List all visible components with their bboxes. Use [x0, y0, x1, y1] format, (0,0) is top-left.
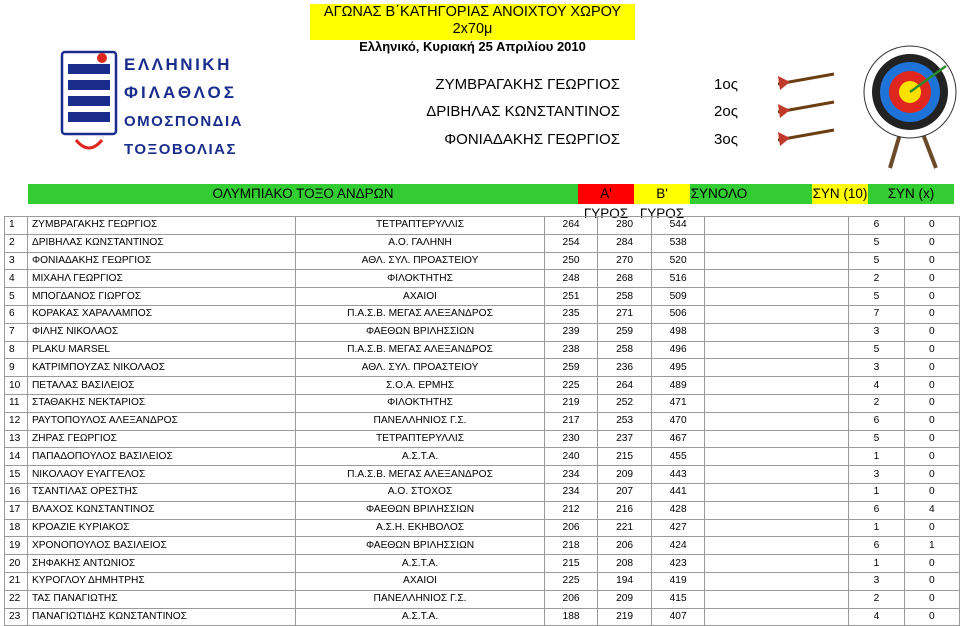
round2-score-cell: 258 — [598, 288, 652, 306]
x-count-cell: 0 — [904, 555, 959, 573]
spacer-cell — [705, 430, 849, 448]
round1-score-cell: 234 — [544, 466, 598, 484]
table-row — [5, 359, 960, 377]
spacer-cell — [705, 270, 849, 288]
total-score-cell: 443 — [651, 466, 705, 484]
x-count-cell: 0 — [904, 608, 959, 626]
club-cell: Α.Ο. ΓΑΛΗΝΗ — [296, 234, 544, 252]
athlete-name-cell: ΦΟΝΙΑΔΑΚΗΣ ΓΕΩΡΓΙΟΣ — [27, 252, 295, 270]
table-row — [5, 448, 960, 466]
rank-cell: 8 — [5, 341, 28, 359]
x-count-cell: 0 — [904, 341, 959, 359]
round2-score-cell: 259 — [598, 323, 652, 341]
round2-score-cell: 207 — [598, 483, 652, 501]
club-cell: ΤΕΤΡΑΠΤΕΡΥΛΛΙΣ — [296, 430, 544, 448]
round2-score-cell: 253 — [598, 412, 652, 430]
podium-third-place: 3ος — [714, 131, 738, 148]
club-cell: ΦΙΛΟΚΤΗΤΗΣ — [296, 394, 544, 412]
total-score-cell: 496 — [651, 341, 705, 359]
spacer-cell — [705, 394, 849, 412]
x-count-cell: 0 — [904, 466, 959, 484]
rank-cell: 20 — [5, 555, 28, 573]
total-score-cell: 424 — [651, 537, 705, 555]
spacer-cell — [705, 466, 849, 484]
x-count-cell: 0 — [904, 448, 959, 466]
total-score-cell: 520 — [651, 252, 705, 270]
rank-cell: 7 — [5, 323, 28, 341]
total-score-cell: 498 — [651, 323, 705, 341]
logo-line-4: ΤΟΞΟΒΟΛΙΑΣ — [124, 141, 237, 158]
table-row — [5, 412, 960, 430]
total-score-cell: 427 — [651, 519, 705, 537]
x-count-cell: 1 — [904, 537, 959, 555]
athlete-name-cell: ΔΡΙΒΗΛΑΣ ΚΩΝΣΤΑΝΤΙΝΟΣ — [27, 234, 295, 252]
event-title: ΑΓΩΝΑΣ Β΄ΚΑΤΗΓΟΡΙΑΣ ΑΝΟΙΧΤΟΥ ΧΩΡΟΥ 2x70μ — [323, 4, 622, 37]
total-score-cell: 506 — [651, 305, 705, 323]
club-cell: ΦΑΕΘΩΝ ΒΡΙΛΗΣΣΙΩΝ — [296, 323, 544, 341]
athlete-name-cell: ΣΗΦΑΚΗΣ ΑΝΤΩΝΙΟΣ — [27, 555, 295, 573]
rank-cell: 1 — [5, 217, 28, 235]
round1-score-cell: 259 — [544, 359, 598, 377]
tens-count-cell: 3 — [849, 466, 904, 484]
round1-score-cell: 254 — [544, 234, 598, 252]
x-count-cell: 0 — [904, 377, 959, 395]
round2-score-cell: 258 — [598, 341, 652, 359]
x-count-cell: 0 — [904, 288, 959, 306]
tens-count-cell: 3 — [849, 572, 904, 590]
tens-count-cell: 6 — [849, 501, 904, 519]
total-score-cell: 516 — [651, 270, 705, 288]
x-count-cell: 4 — [904, 501, 959, 519]
club-cell: Π.Α.Σ.Β. ΜΕΓΑΣ ΑΛΕΞΑΝΔΡΟΣ — [296, 341, 544, 359]
club-cell: ΦΙΛΟΚΤΗΤΗΣ — [296, 270, 544, 288]
tens-count-cell: 2 — [849, 270, 904, 288]
athlete-name-cell: ΜΙΧΑΗΛ ΓΕΩΡΓΙΟΣ — [27, 270, 295, 288]
round2-score-cell: 216 — [598, 501, 652, 519]
x-count-cell: 0 — [904, 519, 959, 537]
round2-score-cell: 252 — [598, 394, 652, 412]
tens-count-cell: 5 — [849, 252, 904, 270]
tens-count-cell: 2 — [849, 590, 904, 608]
x-count-cell: 0 — [904, 217, 959, 235]
round1-score-cell: 250 — [544, 252, 598, 270]
club-cell: Α.Σ.Τ.Α. — [296, 608, 544, 626]
total-score-cell: 419 — [651, 572, 705, 590]
round1-score-cell: 240 — [544, 448, 598, 466]
athlete-name-cell: ΧΡΟΝΟΠΟΥΛΟΣ ΒΑΣΙΛΕΙΟΣ — [27, 537, 295, 555]
tens-count-cell: 5 — [849, 234, 904, 252]
x-count-cell: 0 — [904, 252, 959, 270]
total-score-cell: 495 — [651, 359, 705, 377]
table-row — [5, 519, 960, 537]
total-score-cell: 415 — [651, 590, 705, 608]
rank-cell: 15 — [5, 466, 28, 484]
rank-cell: 17 — [5, 501, 28, 519]
club-cell: ΑΧΑΙΟΙ — [296, 572, 544, 590]
athlete-name-cell: ΤΑΣ ΠΑΝΑΓΙΩΤΗΣ — [27, 590, 295, 608]
table-row — [5, 394, 960, 412]
round1-score-cell: 215 — [544, 555, 598, 573]
rank-cell: 2 — [5, 234, 28, 252]
tens-count-cell: 1 — [849, 448, 904, 466]
round2-score-cell: 280 — [598, 217, 652, 235]
round1-score-cell: 230 — [544, 430, 598, 448]
table-row — [5, 305, 960, 323]
athlete-name-cell: ΠΕΤΑΛΑΣ ΒΑΣΙΛΕΙΟΣ — [27, 377, 295, 395]
podium-second-place: 2ος — [714, 103, 738, 120]
club-cell: ΠΑΝΕΛΛΗΝΙΟΣ Γ.Σ. — [296, 412, 544, 430]
club-cell: Π.Α.Σ.Β. ΜΕΓΑΣ ΑΛΕΞΑΝΔΡΟΣ — [296, 466, 544, 484]
x-count-cell: 0 — [904, 412, 959, 430]
xs-header: ΣΥΝ (x) — [868, 184, 954, 204]
athlete-name-cell: ΖΗΡΑΣ ΓΕΩΡΓΙΟΣ — [27, 430, 295, 448]
podium-second-name: ΔΡΙΒΗΛΑΣ ΚΩΝΣΤΑΝΤΙΝΟΣ — [426, 103, 620, 120]
table-row — [5, 483, 960, 501]
club-cell: ΠΑΝΕΛΛΗΝΙΟΣ Γ.Σ. — [296, 590, 544, 608]
logo-line-3: ΟΜΟΣΠΟΝΔΙΑ — [124, 113, 243, 130]
round2-score-cell: 284 — [598, 234, 652, 252]
results-table — [4, 216, 960, 626]
total-score-cell: 489 — [651, 377, 705, 395]
tens-count-cell: 6 — [849, 412, 904, 430]
tens-count-cell: 3 — [849, 323, 904, 341]
round1-score-cell: 206 — [544, 519, 598, 537]
total-score-cell: 441 — [651, 483, 705, 501]
athlete-name-cell: ΚΑΤΡΙΜΠΟΥΖΑΣ ΝΙΚΟΛΑΟΣ — [27, 359, 295, 377]
rank-cell: 12 — [5, 412, 28, 430]
club-cell: ΦΑΕΘΩΝ ΒΡΙΛΗΣΣΙΩΝ — [296, 501, 544, 519]
target-icon — [860, 40, 956, 170]
rank-cell: 3 — [5, 252, 28, 270]
spacer-cell — [705, 217, 849, 235]
table-row — [5, 590, 960, 608]
round2-score-cell: 236 — [598, 359, 652, 377]
round1-score-cell: 218 — [544, 537, 598, 555]
spacer-cell — [705, 590, 849, 608]
round2-score-cell: 194 — [598, 572, 652, 590]
podium-third-name: ΦΟΝΙΑΔΑΚΗΣ ΓΕΩΡΓΙΟΣ — [444, 131, 620, 148]
club-cell: Α.Ο. ΣΤΟΧΟΣ — [296, 483, 544, 501]
round1-score-cell: 238 — [544, 341, 598, 359]
table-row — [5, 288, 960, 306]
table-row — [5, 501, 960, 519]
spacer-cell — [705, 519, 849, 537]
logo-line-1: ΕΛΛΗΝΙΚΗ — [124, 55, 232, 74]
table-row — [5, 555, 960, 573]
round2-score-cell: 208 — [598, 555, 652, 573]
athlete-name-cell: ΜΠΟΓΔΑΝΟΣ ΓΙΩΡΓΟΣ — [27, 288, 295, 306]
athlete-name-cell: ΠΑΝΑΓΙΩΤΙΔΗΣ ΚΩΝΣΤΑΝΤΙΝΟΣ — [27, 608, 295, 626]
podium-first-name: ΖΥΜΒΡΑΓΑΚΗΣ ΓΕΩΡΓΙΟΣ — [435, 76, 620, 93]
athlete-name-cell: ΚΟΡΑΚΑΣ ΧΑΡΑΛΑΜΠΟΣ — [27, 305, 295, 323]
category-header: ΟΛΥΜΠΙΑΚΟ ΤΟΞΟ ΑΝΔΡΩΝ — [28, 184, 578, 204]
rank-cell: 21 — [5, 572, 28, 590]
table-row — [5, 377, 960, 395]
round2-score-cell: 215 — [598, 448, 652, 466]
x-count-cell: 0 — [904, 359, 959, 377]
table-row — [5, 341, 960, 359]
arrows-icon — [772, 70, 852, 160]
tens-count-cell: 6 — [849, 537, 904, 555]
tens-header: ΣΥΝ (10) — [812, 184, 868, 204]
tens-count-cell: 5 — [849, 288, 904, 306]
table-row — [5, 217, 960, 235]
club-cell: ΑΧΑΙΟΙ — [296, 288, 544, 306]
x-count-cell: 0 — [904, 572, 959, 590]
rank-cell: 10 — [5, 377, 28, 395]
spacer-cell — [705, 288, 849, 306]
round2-score-cell: 270 — [598, 252, 652, 270]
total-score-cell: 470 — [651, 412, 705, 430]
club-cell: ΤΕΤΡΑΠΤΕΡΥΛΛΙΣ — [296, 217, 544, 235]
rank-cell: 18 — [5, 519, 28, 537]
rank-cell: 22 — [5, 590, 28, 608]
round2-score-cell: 264 — [598, 377, 652, 395]
athlete-name-cell: ΦΙΛΗΣ ΝΙΚΟΛΑΟΣ — [27, 323, 295, 341]
total-score-cell: 471 — [651, 394, 705, 412]
x-count-cell: 0 — [904, 430, 959, 448]
spacer-cell — [705, 234, 849, 252]
x-count-cell: 0 — [904, 305, 959, 323]
table-row — [5, 466, 960, 484]
table-row — [5, 252, 960, 270]
club-cell: ΑΘΛ. ΣΥΛ. ΠΡΟΑΣΤΕΙΟΥ — [296, 359, 544, 377]
athlete-name-cell: ΠΑΠΑΔΟΠΟΥΛΟΣ ΒΑΣΙΛΕΙΟΣ — [27, 448, 295, 466]
rank-cell: 9 — [5, 359, 28, 377]
spacer-cell — [705, 305, 849, 323]
spacer-cell — [705, 412, 849, 430]
title-banner — [310, 4, 635, 54]
total-score-cell: 544 — [651, 217, 705, 235]
total-score-cell: 509 — [651, 288, 705, 306]
tens-count-cell: 6 — [849, 217, 904, 235]
tens-count-cell: 7 — [849, 305, 904, 323]
spacer-cell — [705, 359, 849, 377]
total-score-cell: 428 — [651, 501, 705, 519]
club-cell: ΦΑΕΘΩΝ ΒΡΙΛΗΣΣΙΩΝ — [296, 537, 544, 555]
round1-score-cell: 219 — [544, 394, 598, 412]
table-row — [5, 323, 960, 341]
tens-count-cell: 4 — [849, 377, 904, 395]
spacer-cell — [705, 252, 849, 270]
tens-count-cell: 1 — [849, 519, 904, 537]
spacer-cell — [705, 501, 849, 519]
round1-score-cell: 264 — [544, 217, 598, 235]
table-row — [5, 572, 960, 590]
rank-cell: 5 — [5, 288, 28, 306]
round1-score-cell: 188 — [544, 608, 598, 626]
club-cell: Α.Σ.Τ.Α. — [296, 448, 544, 466]
rank-cell: 14 — [5, 448, 28, 466]
tens-count-cell: 1 — [849, 555, 904, 573]
rank-cell: 11 — [5, 394, 28, 412]
athlete-name-cell: ΡΑΥΤΟΠΟΥΛΟΣ ΑΛΕΞΑΝΔΡΟΣ — [27, 412, 295, 430]
header-spacer — [748, 184, 812, 204]
athlete-name-cell: ΝΙΚΟΛΑΟΥ ΕΥΑΓΓΕΛΟΣ — [27, 466, 295, 484]
round1-score-cell: 251 — [544, 288, 598, 306]
tens-count-cell: 3 — [849, 359, 904, 377]
athlete-name-cell: ΤΣΑΝΤΙΛΑΣ ΟΡΕΣΤΗΣ — [27, 483, 295, 501]
rank-cell: 19 — [5, 537, 28, 555]
round1-score-cell: 235 — [544, 305, 598, 323]
spacer-cell — [705, 341, 849, 359]
total-score-cell: 407 — [651, 608, 705, 626]
table-row — [5, 608, 960, 626]
round1-score-cell: 217 — [544, 412, 598, 430]
club-cell: Π.Α.Σ.Β. ΜΕΓΑΣ ΑΛΕΞΑΝΔΡΟΣ — [296, 305, 544, 323]
round2-score-cell: 271 — [598, 305, 652, 323]
round2-score-cell: 209 — [598, 466, 652, 484]
podium-first-place: 1ος — [714, 76, 738, 93]
round1-score-cell: 239 — [544, 323, 598, 341]
athlete-name-cell: ΒΛΑΧΟΣ ΚΩΝΣΤΑΝΤΙΝΟΣ — [27, 501, 295, 519]
table-row — [5, 537, 960, 555]
spacer-cell — [705, 483, 849, 501]
x-count-cell: 0 — [904, 234, 959, 252]
event-subtitle: Ελληνικό, Κυριακή 25 Απριλίου 2010 — [359, 39, 586, 54]
tens-count-cell: 5 — [849, 430, 904, 448]
total-score-cell: 455 — [651, 448, 705, 466]
x-count-cell: 0 — [904, 323, 959, 341]
x-count-cell: 0 — [904, 270, 959, 288]
round2-score-cell: 221 — [598, 519, 652, 537]
round2-score-cell: 237 — [598, 430, 652, 448]
round1-score-cell: 212 — [544, 501, 598, 519]
spacer-cell — [705, 377, 849, 395]
table-row — [5, 270, 960, 288]
table-row — [5, 234, 960, 252]
x-count-cell: 0 — [904, 590, 959, 608]
x-count-cell: 0 — [904, 394, 959, 412]
club-cell: Α.Σ.Τ.Α. — [296, 555, 544, 573]
club-cell: Σ.Ο.Α. ΕΡΜΗΣ — [296, 377, 544, 395]
round2-score-cell: 209 — [598, 590, 652, 608]
athlete-name-cell: ΚΥΡΟΓΛΟΥ ΔΗΜΗΤΡΗΣ — [27, 572, 295, 590]
spacer-cell — [705, 555, 849, 573]
spacer-cell — [705, 572, 849, 590]
round1-score-cell: 225 — [544, 572, 598, 590]
round1-score-cell: 225 — [544, 377, 598, 395]
round1-score-cell: 248 — [544, 270, 598, 288]
tens-count-cell: 5 — [849, 341, 904, 359]
table-row — [5, 430, 960, 448]
tens-count-cell: 2 — [849, 394, 904, 412]
round1-score-cell: 234 — [544, 483, 598, 501]
round1-header: Α' ΓΥΡΟΣ — [578, 184, 634, 204]
x-count-cell: 0 — [904, 483, 959, 501]
club-cell: Α.Σ.Η. ΕΚΗΒΟΛΟΣ — [296, 519, 544, 537]
athlete-name-cell: PLAKU MARSEL — [27, 341, 295, 359]
spacer-cell — [705, 608, 849, 626]
total-score-cell: 538 — [651, 234, 705, 252]
federation-logo — [58, 44, 288, 174]
spacer-cell — [705, 448, 849, 466]
club-cell: ΑΘΛ. ΣΥΛ. ΠΡΟΑΣΤΕΙΟΥ — [296, 252, 544, 270]
tens-count-cell: 4 — [849, 608, 904, 626]
results-body — [5, 217, 960, 626]
round1-score-cell: 206 — [544, 590, 598, 608]
rank-cell: 16 — [5, 483, 28, 501]
rank-cell: 23 — [5, 608, 28, 626]
round2-score-cell: 268 — [598, 270, 652, 288]
tens-count-cell: 1 — [849, 483, 904, 501]
rank-cell: 4 — [5, 270, 28, 288]
total-header: ΣΥΝΟΛΟ — [690, 184, 748, 204]
round2-score-cell: 219 — [598, 608, 652, 626]
spacer-cell — [705, 323, 849, 341]
athlete-name-cell: ΣΤΑΘΑΚΗΣ ΝΕΚΤΑΡΙΟΣ — [27, 394, 295, 412]
spacer-cell — [705, 537, 849, 555]
round2-score-cell: 206 — [598, 537, 652, 555]
logo-line-2: ΦΙΛΑΘΛΟΣ — [124, 83, 237, 102]
round2-header: Β' ΓΥΡΟΣ — [634, 184, 690, 204]
athlete-name-cell: ΚΡΟΑΖΙΕ ΚΥΡΙΑΚΟΣ — [27, 519, 295, 537]
rank-cell: 13 — [5, 430, 28, 448]
rank-cell: 6 — [5, 305, 28, 323]
total-score-cell: 423 — [651, 555, 705, 573]
athlete-name-cell: ΖΥΜΒΡΑΓΑΚΗΣ ΓΕΩΡΓΙΟΣ — [27, 217, 295, 235]
total-score-cell: 467 — [651, 430, 705, 448]
